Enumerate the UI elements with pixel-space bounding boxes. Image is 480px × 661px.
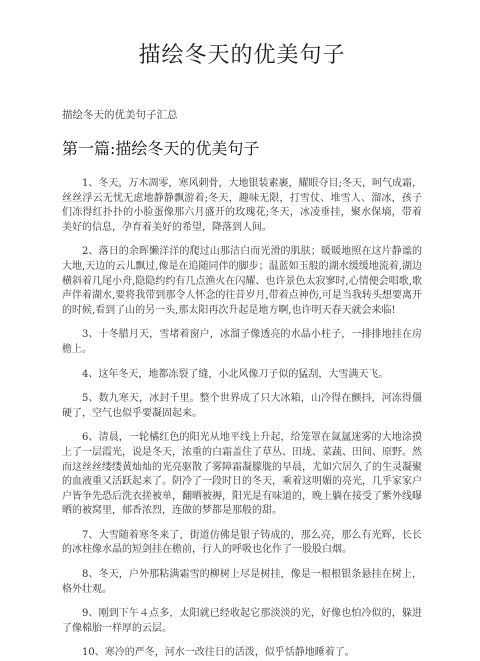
- paragraph: 10、寒冷的严冬，河水一改往日的活泼，似乎恬静地睡着了。: [82, 647, 355, 659]
- paragraph: 5、数九寒天，冰封千里。整个世界成了只大冰箱，山冷得在颤抖，河冻得僵硬了，空气也似乎要凝固起来。: [62, 393, 422, 419]
- paragraph: 4、这年冬天，地都冻裂了缝，小北风像刀子似的猛刮，大雪满天飞。: [82, 368, 389, 380]
- paragraph: 6、清晨，一轮橘红色的阳光从地平线上升起，给笼罩在氤氲迷雾的大地涂摸上了一层霞光，说是冬天，浓重的白霜盖住了草丛、田垅、菜蔬、田间、原野。然而这丝丝缕缕黄灿灿的光亮驱散了雾障霜凝朦胧的早晨，尤如穴居久了的生灵凝聚的血液重又活跃起来了。阴冷了一段时日的冬天，乘着这明媚的亮光，几乎家家户户皆争先恐后洗衣搓被单，翻晒被褥，阳光是有味道的，晚上躺在接受了紫外线曝晒的被窝里，郁香浓烈，连做的梦都是那般的甜。: [62, 432, 422, 517]
- paragraph: 8、冬天，户外那粘满霜雪的柳树上尽是树挂，像是一根根银条悬挂在树上，格外壮观。: [62, 569, 422, 595]
- document-title: 描绘冬天的优美句子: [138, 43, 346, 68]
- paragraph: 9、刚到下午４点多，太阳就已经收起它那淡淡的光，好像也怕冷似的，躲进了像棉胎一样厚的云层。: [62, 608, 422, 634]
- paragraph: 7、大雪随着寒冬来了，街道仿佛是银子铸成的，那么亮，那么有光辉，长长的冰柱像水晶的短剑挂在檐前，行人的呼吸也化作了一股股白烟。: [62, 529, 422, 556]
- paragraph-list: [62, 177, 422, 661]
- section-heading: 第一篇:描绘冬天的优美句子: [62, 139, 260, 158]
- document-subtitle: 描绘冬天的优美句子汇总: [62, 109, 178, 121]
- paragraph: 2、落日的余晖懒洋洋的爬过山那洁白而光滑的肌肤；暖暖地照在这片静谧的大地,天边的云儿飘过,像是在追随同伴的脚步；温蓝如玉般的湖水缓缓地流着,湖边横斜着几尾小舟,隐隐约约有几点渔火在闪耀、也许景色太寂寥时,心情便会唱歌,歌声伴着湖水,要将我带到那令人怀念的往昔岁月,带着点神伤,可是当我转头想要离开的时候,看到了山的另一头,那太阳再次升起是地方啊,也许明天春天就会来临!: [62, 246, 422, 316]
- paragraph: 3、十冬腊月天，雪堵着窗户，冰溜子像透亮的水晶小柱子，一排排地挂在房檐上。: [62, 329, 422, 355]
- paragraph: 1、冬天，万木凋零，寒风刺骨，大地银装素裹，耀眼夺目;冬天，呵气成霜，丝丝浮云无忧无虑地静静飘游着;冬天，趣味无限，打雪仗、堆雪人、溜冰，孩子们冻得红扑扑的小脸蛋像那六月盛开的玫瑰花;冬天，冰凌垂挂，聚水保墒，带着美好的信息，孕育着美好的希望，降落到人间。: [62, 178, 422, 233]
